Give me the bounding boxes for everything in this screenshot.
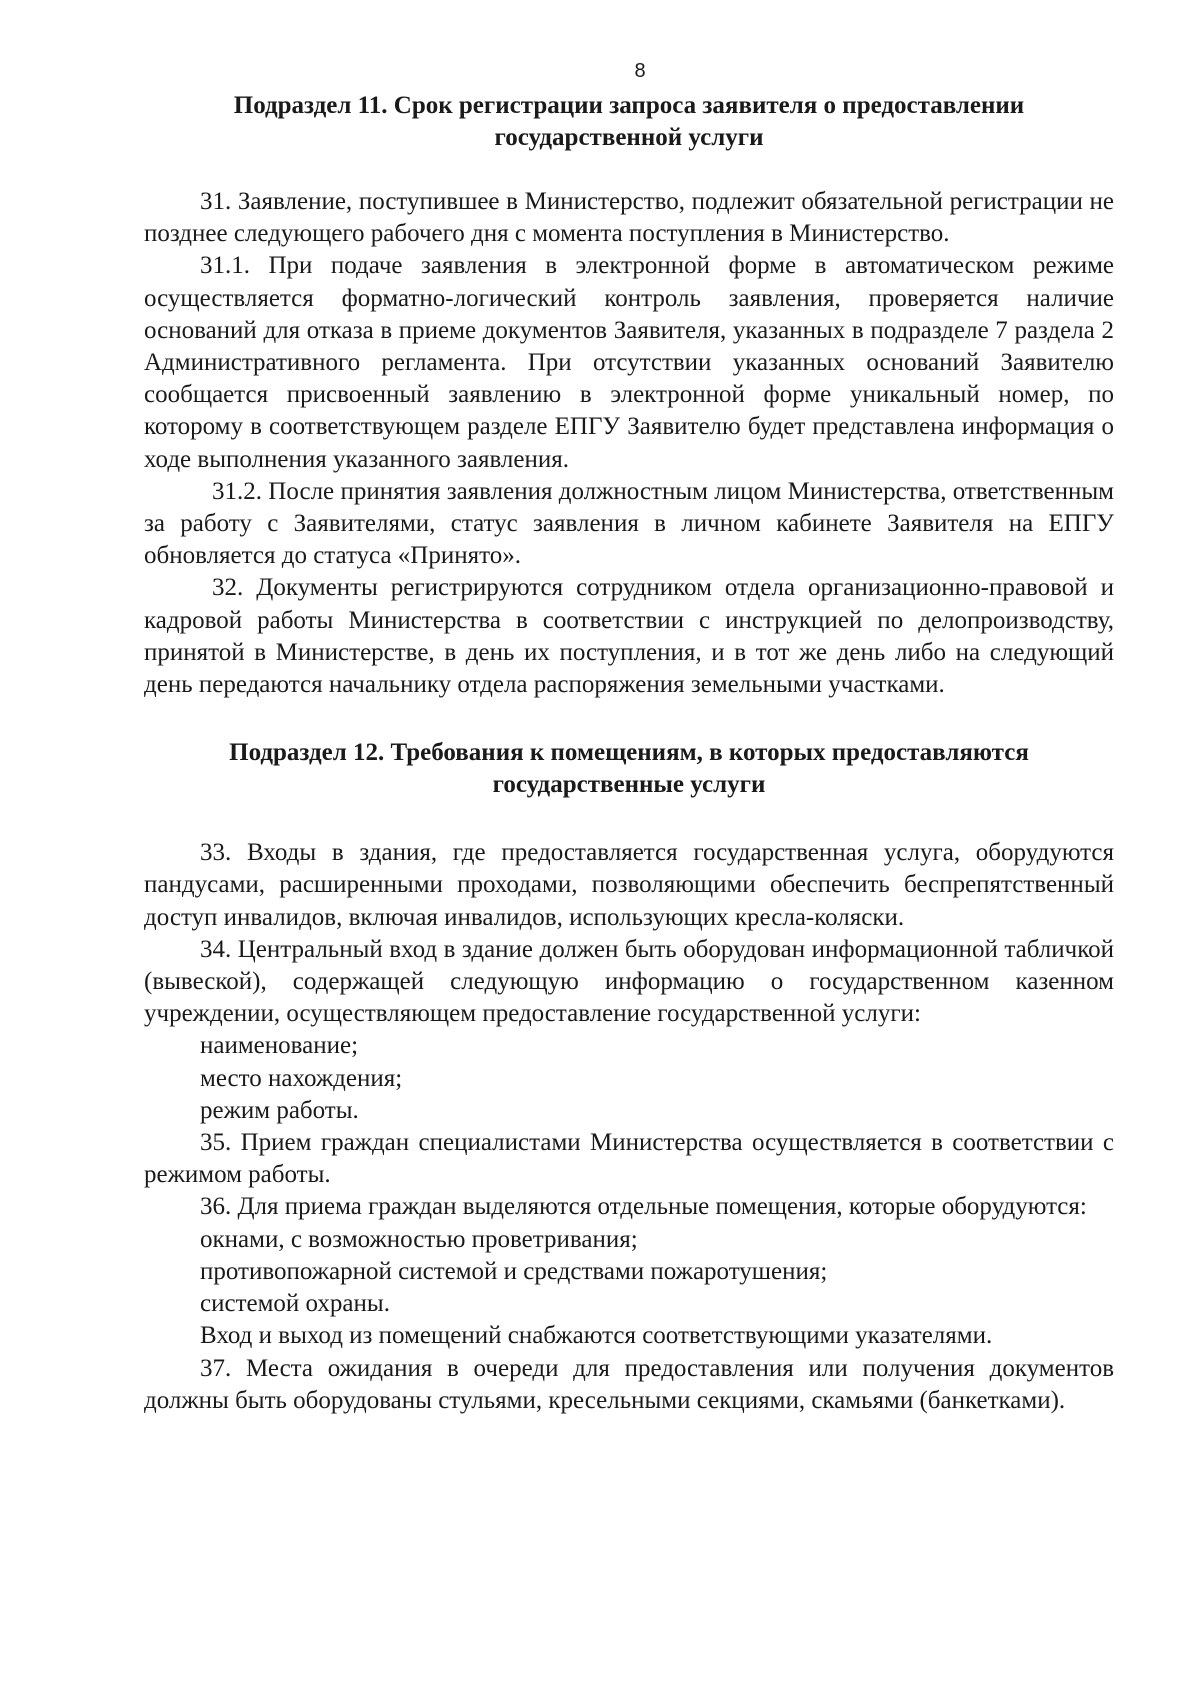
paragraph-31-1: 31.1. При подаче заявления в электронной форме в автоматическом режиме осуществляется форматно-логический контроль заявления, проверяется наличие оснований для отказа в приеме документов Заявителя, указанных в подразделе 7 раздела 2 Административного регламента. При отсутствии указанных оснований Заявителю сообщается присвоенный заявлению в электронной форме уникальный номер, по которому в соответствующем разделе ЕПГУ Заявителю будет представлена информация о ходе выполнения указанного заявления. [144,252,1114,473]
list-item: окнами, с возможностью проветривания; [200,1225,638,1253]
paragraph-36-note: Вход и выход из помещений снабжаются соответствующими указателями. [200,1322,993,1350]
paragraph-31: 31. Заявление, поступившее в Министерство, подлежит обязательной регистрации не позднее следующего рабочего дня с момента поступления в Министерство. [144,188,1114,248]
paragraph-36: 36. Для приема граждан выделяются отдельные помещения, которые оборудуются: [200,1193,1087,1221]
list-item: системой охраны. [200,1290,390,1318]
list-item: режим работы. [200,1096,359,1124]
list-item: место нахождения; [200,1064,403,1092]
heading-line: Подраздел 12. Требования к помещениям, в которых предоставляются [229,739,1029,767]
list-item: противопожарной системой и средствами пожаротушения; [200,1257,828,1285]
paragraph-32: 32. Документы регистрируются сотрудником отдела организационно-правовой и кадровой работы Министерства в соответствии с инструкцией по делопроизводству, принятой в Министерстве, в день их поступления, и в тот же день либо на следующий день передаются начальнику отдела распоряжения земельными участками. [144,574,1114,699]
subsection-11-heading [144,90,1114,154]
page-number: 8 [634,60,646,82]
paragraph-35: 35. Прием граждан специалистами Министерства осуществляется в соответствии с режимом работы. [144,1129,1114,1189]
page-content [144,90,1114,1417]
subsection-12-heading [144,737,1114,801]
heading-line: Подраздел 11. Срок регистрации запроса заявителя о предоставлении [233,92,1025,119]
paragraph-34: 34. Центральный вход в здание должен быть оборудован информационной табличкой (вывеской), содержащей следующую информацию о государственном казенном учреждении, осуществляющем предоставление государственной услуги: [144,935,1114,1028]
paragraph-31-2: 31.2. После принятия заявления должностным лицом Министерства, ответственным за работу с Заявителями, статус заявления в личном кабинете Заявителя на ЕПГУ обновляется до статуса «Принято». [144,477,1114,570]
paragraph-37: 37. Места ожидания в очереди для предоставления или получения документов должны быть оборудованы стульями, кресельными секциями, скамьями (банкетками). [144,1354,1114,1414]
list-item: наименование; [200,1032,359,1060]
heading-line: государственной услуги [494,124,764,151]
heading-line: государственные услуги [492,771,766,799]
paragraph-33: 33. Входы в здания, где предоставляется государственная услуга, оборудуются пандусами, расширенными проходами, позволяющими обеспечить беспрепятственный доступ инвалидов, включая инвалидов, использующих кресла-коляски. [144,839,1114,931]
